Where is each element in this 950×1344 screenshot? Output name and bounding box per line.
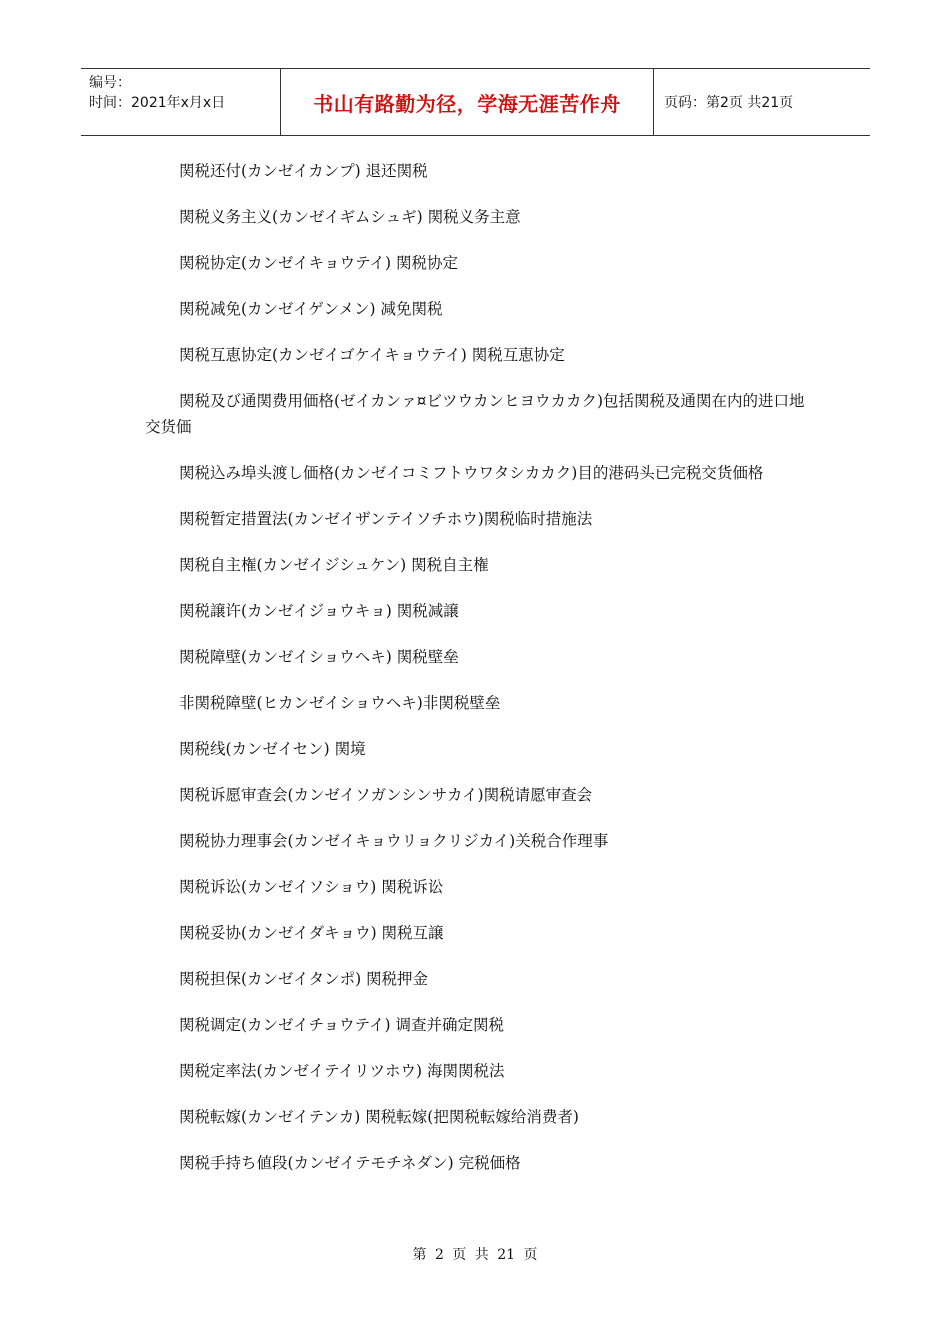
glossary-entry: 関税互恵协定(カンゼイゴケイキョウテイ) 関税互恵协定 <box>179 346 565 364</box>
glossary-entry: 関税还付(カンゼイカンプ) 退还関税 <box>179 162 428 180</box>
glossary-entry: 関税定率法(カンゼイテイリツホウ) 海関関税法 <box>179 1062 505 1080</box>
glossary-entry: 関税诉讼(カンゼイソショウ) 関税诉讼 <box>179 878 444 896</box>
header-motto: 书山有路勤为径，学海无涯苦作舟 <box>281 69 654 135</box>
glossary-entry: 非関税障壁(ヒカンゼイショウヘキ)非関税壁垒 <box>179 694 501 712</box>
glossary-entry: 関税担保(カンゼイタンポ) 関税押金 <box>179 970 429 988</box>
glossary-entry: 関税暂定措置法(カンゼイザンテイソチホウ)関税临时措施法 <box>179 510 593 528</box>
glossary-entry: 関税协定(カンゼイキョウテイ) 関税协定 <box>179 254 458 272</box>
glossary-entry: 関税譲许(カンゼイジョウキョ) 関税减譲 <box>179 602 459 620</box>
glossary-entry: 関税减免(カンゼイゲンメン) 减免関税 <box>179 300 443 318</box>
glossary-entry: 関税自主権(カンゼイジシュケン) 関税自主権 <box>179 556 489 574</box>
glossary-entry: 関税転嫁(カンゼイテンカ) 関税転嫁(把関税転嫁给消费者) <box>179 1108 579 1126</box>
glossary-entry: 関税协力理事会(カンゼイキョウリョクリジカイ)关税合作理事 <box>179 832 609 850</box>
glossary-entry: 関税诉愿审查会(カンゼイソガンシンサカイ)関税请愿审查会 <box>179 786 593 804</box>
glossary-entry: 関税込み埠头渡し価格(カンゼイコミフトウワタシカカク)目的港码头已完税交货価格 <box>179 464 764 482</box>
glossary-entry: 関税义务主义(カンゼイギムシュギ) 関税义务主意 <box>179 208 521 226</box>
header-meta <box>81 69 281 135</box>
glossary-body <box>145 158 805 1196</box>
header-page-info: 页码：第2页 共21页 <box>664 95 794 111</box>
glossary-entry: 関税妥协(カンゼイダキョウ) 関税互譲 <box>179 924 444 942</box>
glossary-entry: 関税线(カンゼイセン) 関境 <box>179 740 366 758</box>
document-number-label: 编号： <box>89 75 131 91</box>
glossary-entry: 関税调定(カンゼイチョウテイ) 调查并确定関税 <box>179 1016 505 1034</box>
glossary-entry: 関税障壁(カンゼイショウヘキ) 関税壁垒 <box>179 648 459 666</box>
page-footer: 第 2 页 共 21 页 <box>412 1247 538 1263</box>
page-header <box>81 68 870 136</box>
glossary-entry: 関税及び通関费用価格(ゼイカンァ¤ビツウカンヒヨウカカク)包括関税及通関在内的进口地交货価 <box>145 392 805 436</box>
glossary-entry: 関税手持ち値段(カンゼイテモチネダン) 完税価格 <box>179 1154 521 1172</box>
document-time-label: 时间：2021年x月x日 <box>89 95 226 111</box>
